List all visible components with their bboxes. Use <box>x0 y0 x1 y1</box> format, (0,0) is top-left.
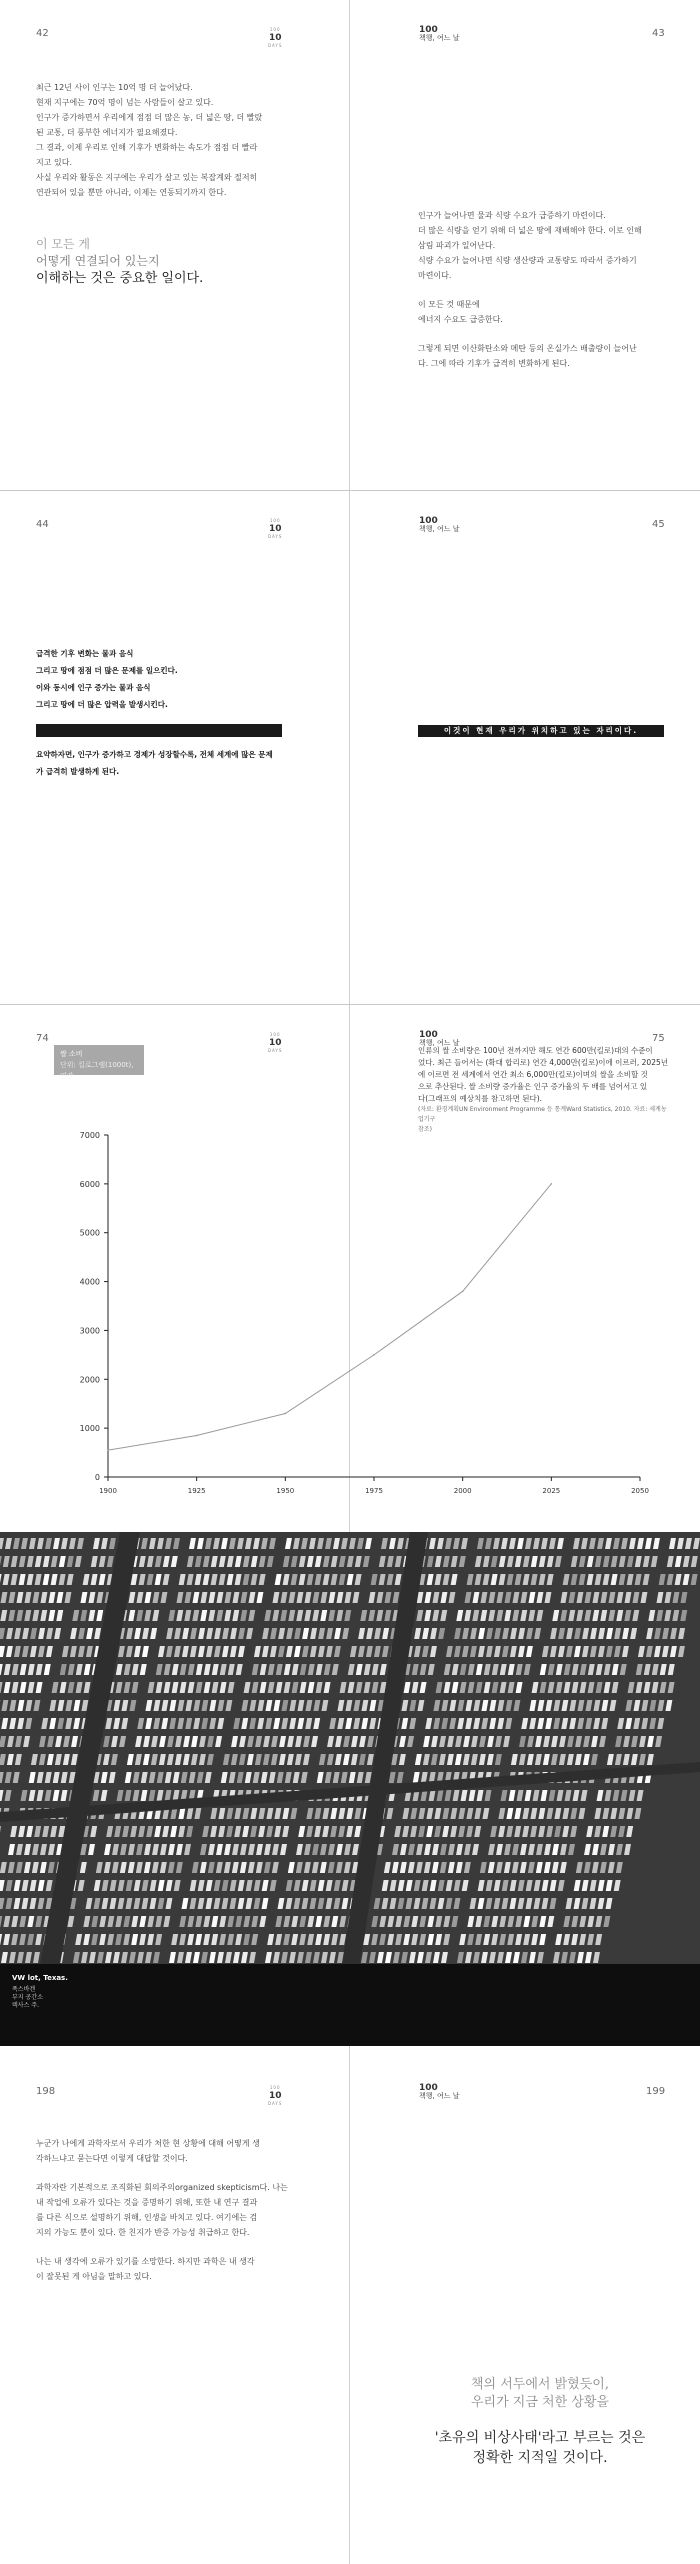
page-number-right: 75 <box>652 1033 665 1044</box>
left-paragraphs <box>36 2136 326 2284</box>
logo-number: 10 <box>268 524 282 534</box>
logo-right-bottom: 책행, 여느 날 <box>419 34 460 42</box>
chart-label-unit: 단위: 킬로그램(1000t), 연간 <box>60 1061 134 1080</box>
data-point <box>285 1413 287 1415</box>
page-number-left: 198 <box>36 2086 56 2097</box>
text-line: 더 많은 식량을 얻기 위해 더 넓은 땅에 재배해야 한다. 이로 인해 <box>418 226 642 235</box>
y-tick-label: 0 <box>94 1473 100 1482</box>
x-tick-label: 2025 <box>542 1487 561 1495</box>
logo-top: 100 <box>269 1032 281 1037</box>
chart-label-title: 쌀 소비 <box>60 1050 83 1058</box>
spread-42-43 <box>0 0 700 490</box>
text-line: 그리고 땅에 점점 더 많은 문제를 일으킨다. <box>36 666 178 675</box>
y-tick-label: 4000 <box>79 1277 100 1287</box>
text-line: 인구가 늘어나면 물과 식량 수요가 급증하기 마련이다. <box>418 211 606 220</box>
book-logo-right <box>419 2084 460 2100</box>
text-line: 이와 동시에 인구 증가는 물과 음식 <box>36 683 151 692</box>
text-line: 삼림 파괴가 일어난다. <box>418 241 496 250</box>
rice-consumption-chart <box>0 1005 700 1533</box>
quote-line-emphasis: 이해하는 것은 중요한 일이다. <box>36 271 204 286</box>
spread-74-75 <box>0 1004 700 1532</box>
text-line: 인구가 증가하면서 우리에게 점점 더 많은 농, 더 넓은 땅, 더 빨랐 <box>36 113 263 122</box>
text-line: 과학자란 기본적으로 조직화된 회의주의organized skepticism다. 나는 <box>36 2183 288 2192</box>
y-tick-label: 1000 <box>79 1424 100 1434</box>
text-line: 내 작업에 오류가 있다는 것을 증명하기 위해, 또한 내 연구 결과 <box>36 2198 258 2207</box>
y-tick-label: 6000 <box>79 1179 100 1189</box>
quote-line-dark: 정확한 지적일 것이다. <box>472 2450 608 2466</box>
text-line: 마련이다. <box>418 271 452 280</box>
text-line: 이 모든 것 때문에 <box>418 300 480 309</box>
page-number-left: 44 <box>36 519 49 530</box>
logo-right-top: 100 <box>419 1030 438 1040</box>
text-line: 에 이르면 전 세계에서 연간 최소 6,000만(킬로)이며의 쌀을 소비할 것 <box>418 1070 648 1079</box>
text-line: 다. 그에 따라 기후가 급격히 변화하게 된다. <box>418 359 570 368</box>
data-point <box>196 1435 198 1437</box>
data-point <box>551 1183 553 1185</box>
text-line: 급격한 기후 변화는 물과 음식 <box>36 649 134 658</box>
y-tick-label: 3000 <box>79 1326 100 1336</box>
data-point <box>373 1354 375 1356</box>
logo-top: 100 <box>269 2085 281 2090</box>
spread-198-199 <box>0 2046 700 2564</box>
summary-statement <box>36 746 273 780</box>
x-tick-label: 2050 <box>631 1487 649 1495</box>
page-number-right: 199 <box>646 2086 666 2097</box>
text-line: 를 다른 식으로 설명하기 위해, 인생을 바치고 있다. 여기에는 검 <box>36 2213 258 2222</box>
gutter <box>349 0 350 490</box>
text-line: 연관되어 있을 뿐만 아니라, 이제는 연동되기까지 한다. <box>36 188 227 197</box>
photo-caption-detail <box>12 1986 43 2010</box>
book-logo <box>268 517 282 541</box>
gutter <box>349 2046 350 2564</box>
data-point <box>107 1449 109 1451</box>
text-line: 으로 추산된다. 쌀 소비량 증가율은 인구 증가율의 두 배를 넘어서고 있 <box>418 1082 648 1091</box>
logo-top: 100 <box>269 518 281 523</box>
photo-caption-title: VW lot, Texas. <box>12 1974 68 1982</box>
parking-lot-photo <box>0 1532 700 1964</box>
left-paragraph <box>36 80 326 200</box>
text-line: 식량 수요가 늘어나면 식량 생산량과 교통량도 따라서 증가하기 <box>418 256 637 265</box>
y-tick-label: 7000 <box>79 1131 100 1140</box>
text-line: 인류의 쌀 소비량은 100년 전까지만 해도 연간 600만(킬로)대의 수준이 <box>418 1046 653 1055</box>
source-note: 참조) <box>418 1126 432 1133</box>
bold-statement <box>36 645 178 713</box>
text-line: 그리고 땅에 더 많은 압력을 발생시킨다. <box>36 700 168 709</box>
text-line: 요약하자면, 인구가 증가하고 경제가 성장할수록, 전체 세계에 많은 문제 <box>36 750 273 759</box>
closing-quote <box>420 2376 660 2468</box>
text-line: 지의 가능도 뿐이 있다. 한 친지가 반증 가능성 취급하고 한다. <box>36 2228 250 2237</box>
spread-44-45 <box>0 490 700 1004</box>
book-logo-right <box>419 26 460 42</box>
gutter <box>349 491 350 1005</box>
caption-line: 폭스바겐 <box>12 1986 36 1993</box>
book-logo-right <box>419 517 460 533</box>
quote-line-dark: '초유의 비상사태'라고 부르는 것은 <box>434 2430 646 2446</box>
x-tick-label: 1900 <box>99 1487 117 1495</box>
logo-bottom: DAYS <box>268 534 283 539</box>
text-line: 에너지 수요도 급증한다. <box>418 315 503 324</box>
highlight-statement: 이것이 현재 우리가 위치하고 있는 자리이다. <box>418 725 664 737</box>
text-line: 된 교통, 더 풍부한 에너지가 필요해졌다. <box>36 128 178 137</box>
page-number-left: 42 <box>36 28 49 39</box>
book-logo <box>268 26 282 50</box>
logo-right-bottom: 책행, 여느 날 <box>419 1039 460 1047</box>
y-tick-label: 5000 <box>79 1228 100 1238</box>
divider-bar <box>36 724 282 737</box>
text-line: 사실 우리와 활동은 지구에는 우리가 살고 있는 복잡계와 절저히 <box>36 173 258 182</box>
x-tick-label: 1925 <box>187 1487 206 1495</box>
logo-bottom: DAYS <box>268 43 283 48</box>
book-logo <box>268 2084 282 2108</box>
quote-line: 어떻게 연결되어 있는지 <box>36 254 160 268</box>
caption-line: 텍사스 주. <box>12 2002 39 2009</box>
logo-right-top: 100 <box>419 516 438 526</box>
text-line: 그렇게 되면 이산화탄소와 메탄 등의 온실가스 배출량이 늘어난 <box>418 344 637 353</box>
page-number-right: 43 <box>652 28 665 39</box>
data-point <box>462 1291 464 1293</box>
logo-top: 100 <box>269 27 281 32</box>
text-line: 었다. 최근 들어서는 (확대 합리로) 연간 4,000만(킬로)이에 이르러, 2025년 <box>418 1058 668 1067</box>
text-line: 지고 있다. <box>36 158 72 167</box>
logo-number: 10 <box>268 33 282 43</box>
x-tick-label: 1950 <box>276 1487 295 1495</box>
page-number-left: 74 <box>36 1033 49 1044</box>
right-paragraphs <box>418 208 678 371</box>
text-line: 가 급격히 발생하게 된다. <box>36 767 120 776</box>
parking-lot-image <box>0 1532 700 1964</box>
logo-bottom: DAYS <box>268 1048 283 1053</box>
y-tick-label: 2000 <box>79 1375 100 1385</box>
text-line: 현재 지구에는 70억 명이 넘는 사람들이 살고 있다. <box>36 98 214 107</box>
logo-bottom: DAYS <box>268 2101 283 2106</box>
logo-right-bottom: 책행, 여느 날 <box>419 525 460 533</box>
logo-number: 10 <box>268 1038 282 1048</box>
logo-right-top: 100 <box>419 2083 438 2093</box>
x-tick-label: 2000 <box>453 1487 472 1495</box>
text-line: 각하느냐고 묻는다면 이렇게 대답할 것이다. <box>36 2154 188 2163</box>
text-line: 이 잘못된 게 아님을 말하고 있다. <box>36 2272 152 2281</box>
logo-right-bottom: 책행, 여느 날 <box>419 2092 460 2100</box>
logo-number: 10 <box>268 2091 282 2101</box>
text-line: 나는 내 생각에 오류가 있기를 소망한다. 하지만 과학은 내 생각 <box>36 2257 255 2266</box>
text-line: 최근 12년 사이 인구는 10억 명 더 늘어났다. <box>36 83 193 92</box>
series-line <box>108 1184 551 1450</box>
page-number-right: 45 <box>652 519 665 530</box>
x-tick-label: 1975 <box>365 1487 383 1495</box>
photo-caption-band <box>0 1964 700 2046</box>
quote-line: 이 모든 게 <box>36 237 90 251</box>
pull-quote <box>36 236 203 287</box>
caption-line: 부지 공간소 <box>12 1994 43 2001</box>
text-line: 그 결과, 이제 우리로 인해 기후가 변화하는 속도가 점점 더 빨라 <box>36 143 258 152</box>
source-note: (자료: 환경계획UN Environment Programme 등 통계Ward Statistics, 2010. 자료: 세계농업기구 <box>418 1106 667 1123</box>
quote-line-light: 우리가 지금 처한 상황을 <box>471 2395 609 2410</box>
logo-right-top: 100 <box>419 25 438 35</box>
quote-line-light: 책의 서두에서 밝혔듯이, <box>471 2377 609 2392</box>
text-line: 누군가 나에게 과학자로서 우리가 처한 현 상황에 대해 어떻게 생 <box>36 2139 260 2148</box>
text-line: 다(그래프의 예상치를 참고하면 된다). <box>418 1094 543 1103</box>
